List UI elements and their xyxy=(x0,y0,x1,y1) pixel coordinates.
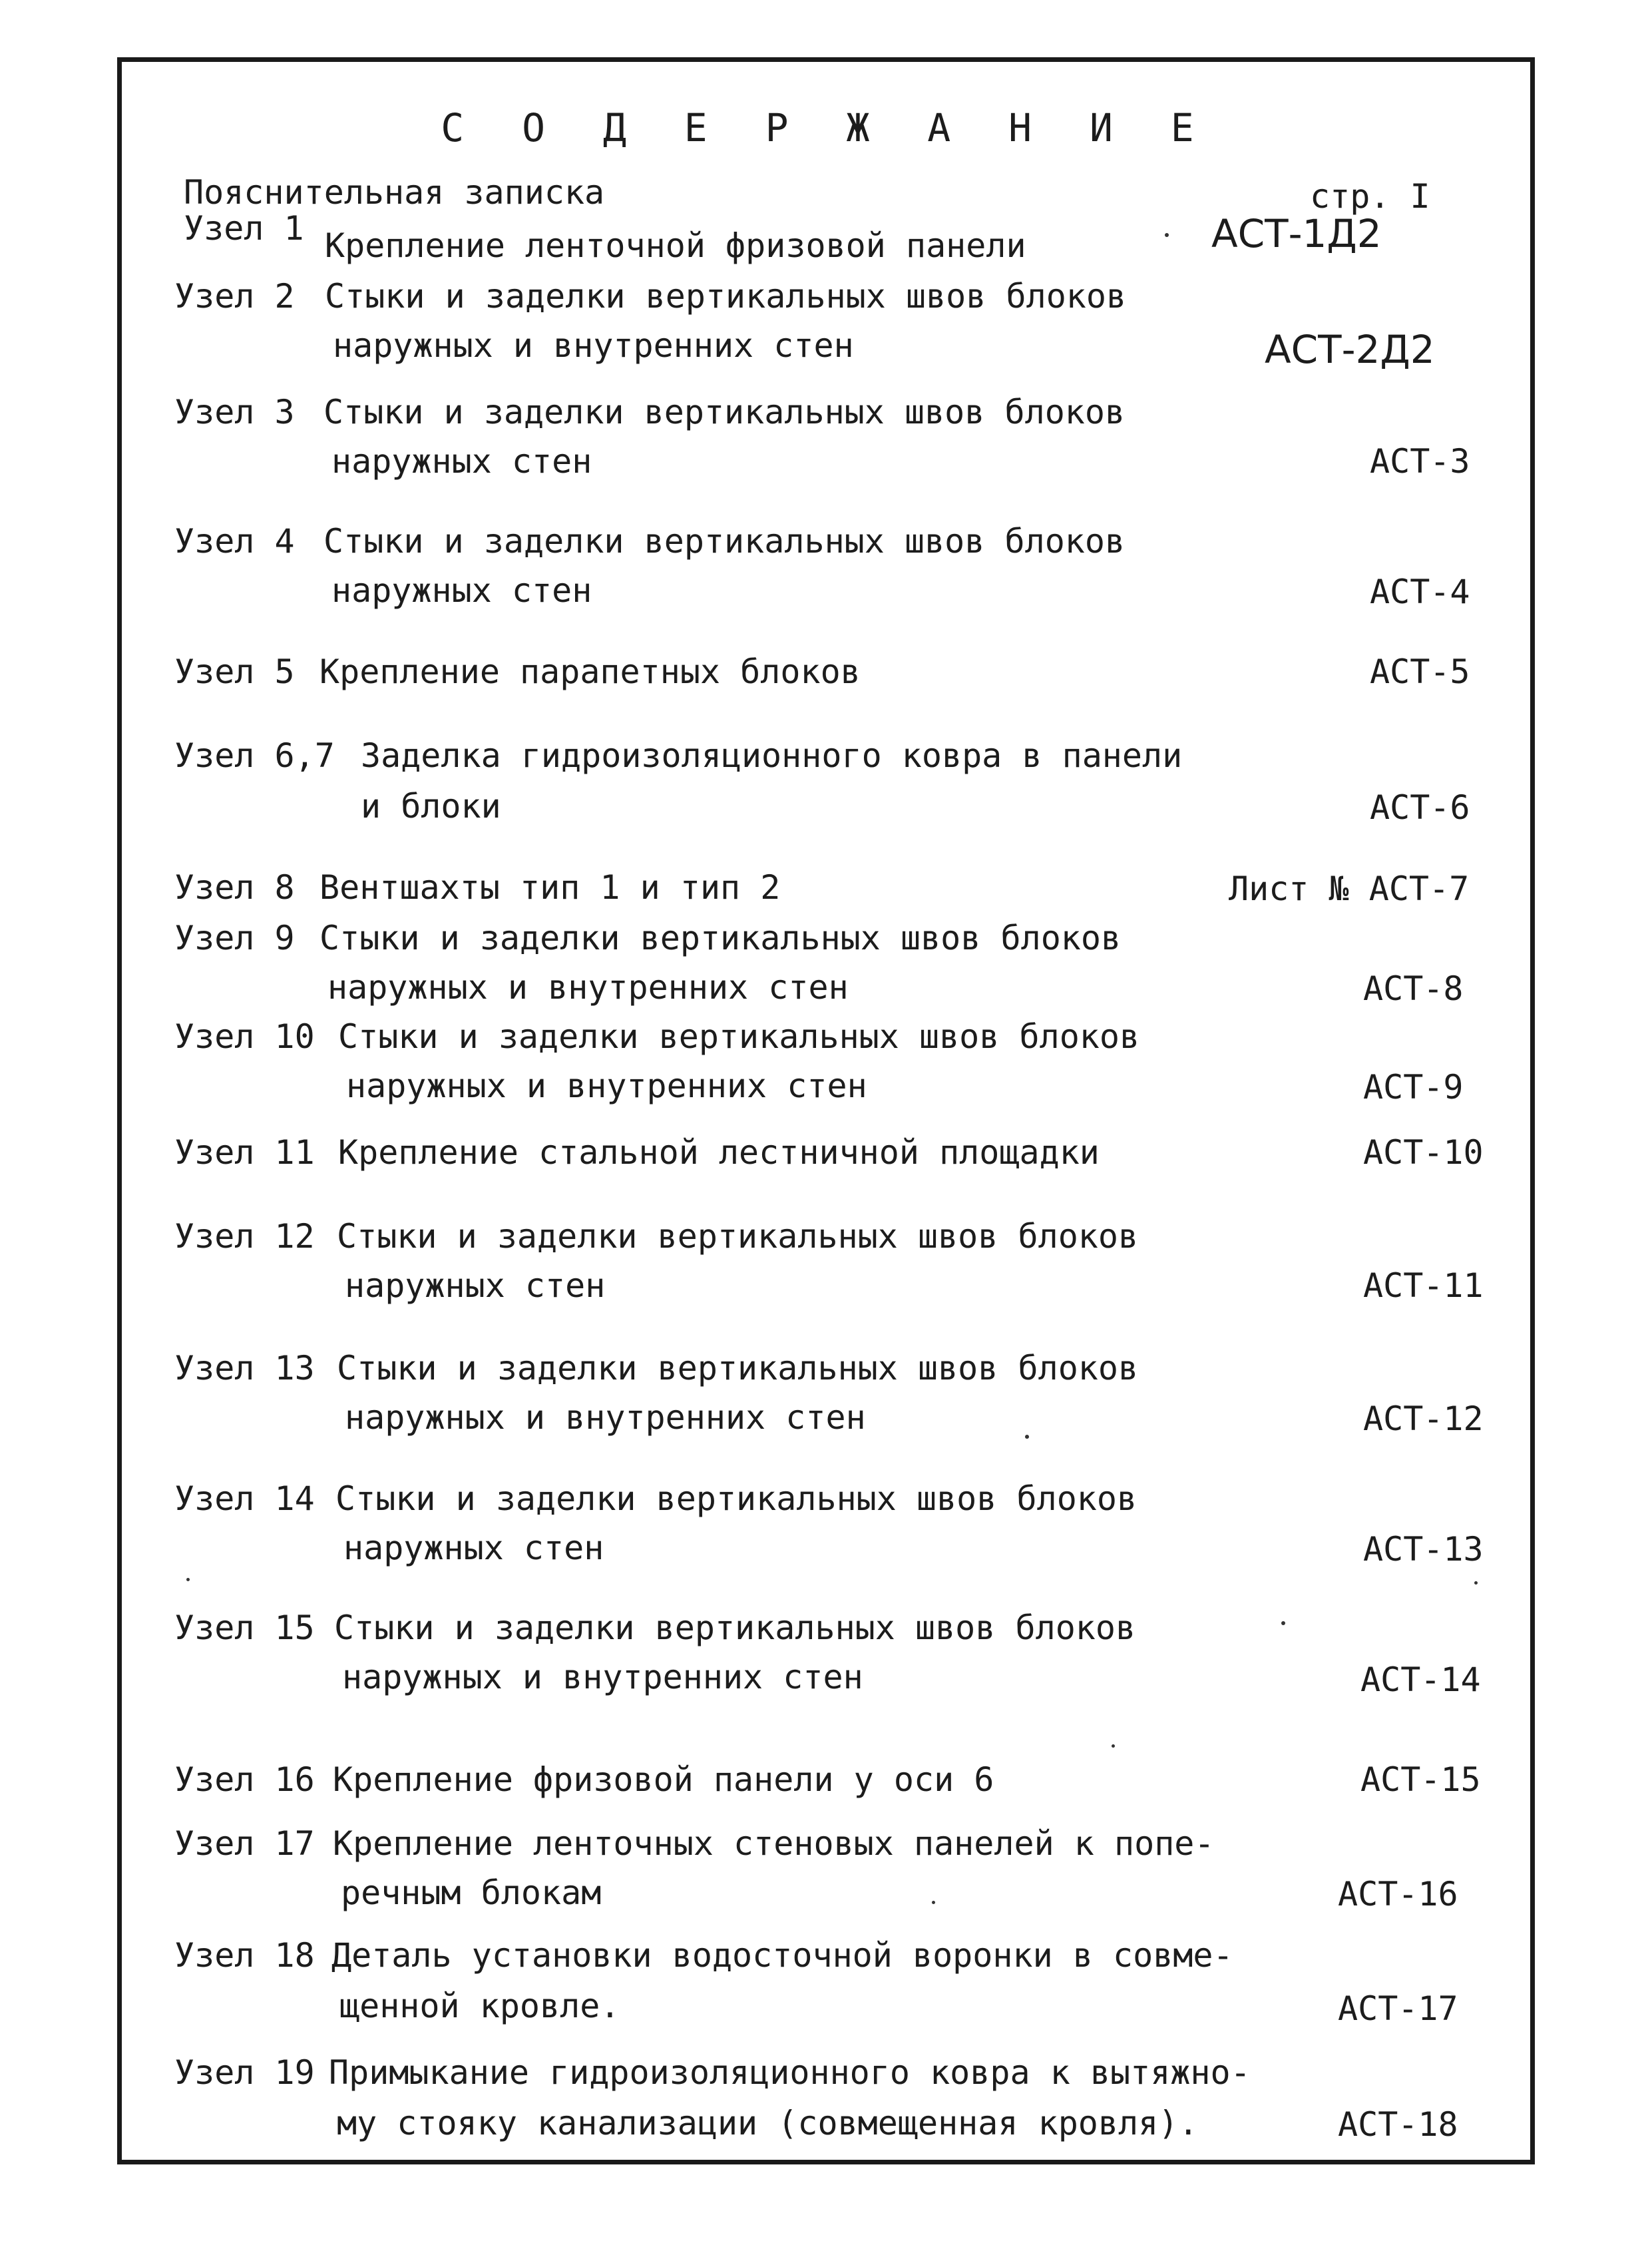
toc-sheet-code: АСТ-9 xyxy=(1363,1068,1464,1107)
toc-entry-text: Стыки и заделки вертикальных швов блоков xyxy=(323,522,1126,561)
toc-sheet-code: АСТ-17 xyxy=(1338,1989,1458,2028)
toc-sheet-code: АСТ-6 xyxy=(1370,788,1470,827)
toc-entry-text: Стыки и заделки вертикальных швов блоков xyxy=(319,919,1122,957)
toc-sheet-code: АСТ-14 xyxy=(1360,1660,1481,1699)
toc-entry-text: Крепление ленточных стеновых панелей к попе- xyxy=(333,1824,1215,1863)
toc-node-label: Узел 15 xyxy=(174,1609,315,1647)
toc-entry-text: Крепление ленточной фризовой панели xyxy=(325,226,1026,265)
toc-node-label: Узел 4 xyxy=(174,522,295,561)
toc-sheet-code: АСТ-11 xyxy=(1363,1266,1484,1305)
toc-sheet-code: АСТ-5 xyxy=(1370,652,1470,691)
toc-entry-text: Крепление фризовой панели у оси 6 xyxy=(333,1760,994,1799)
scan-speck xyxy=(1474,1581,1478,1585)
toc-node-label: Узел 18 xyxy=(174,1936,315,1975)
toc-entry-text: Крепление парапетных блоков xyxy=(319,652,861,691)
toc-node-label: Узел 1 xyxy=(184,209,304,248)
toc-entry-text: наружных стен xyxy=(343,1529,604,1567)
toc-entry-text: Примыкание гидроизоляционного ковра к вытяжно- xyxy=(329,2053,1251,2092)
toc-entry-text: Стыки и заделки вертикальных швов блоков xyxy=(338,1017,1140,1056)
page-title: С О Д Е Р Ж А Н И Е xyxy=(441,105,1211,150)
toc-node-label: Узел 17 xyxy=(174,1824,315,1863)
toc-node-label: Узел 16 xyxy=(174,1760,315,1799)
toc-entry-text: Стыки и заделки вертикальных швов блоков xyxy=(337,1349,1139,1387)
toc-node-label: Узел 5 xyxy=(174,652,295,691)
toc-node-label: Узел 2 xyxy=(174,277,295,316)
toc-entry-text: наружных и внутренних стен xyxy=(327,968,849,1007)
toc-entry-text: Стыки и заделки вертикальных швов блоков xyxy=(337,1217,1139,1256)
intro-page: стр. I xyxy=(1310,177,1430,216)
toc-entry-text: Стыки и заделки вертикальных швов блоков xyxy=(323,393,1126,431)
toc-entry-text: Стыки и заделки вертикальных швов блоков xyxy=(334,1609,1136,1647)
toc-entry-text: му стояку канализации (совмещенная кровля). xyxy=(337,2104,1199,2142)
toc-sheet-code: АСТ-15 xyxy=(1360,1760,1481,1799)
toc-entry-text: Крепление стальной лестничной площадки xyxy=(338,1133,1100,1172)
toc-node-label: Узел 8 xyxy=(174,868,295,907)
toc-entry-text: и блоки xyxy=(361,787,501,826)
toc-entry-text: наружных стен xyxy=(331,571,592,610)
scan-speck xyxy=(1025,1435,1029,1439)
toc-entry-text: Деталь установки водосточной воронки в совме- xyxy=(331,1936,1233,1975)
toc-entry-text: Заделка гидроизоляционного ковра в панели xyxy=(361,736,1183,775)
toc-sheet-code: Лист № АСТ-7 xyxy=(1229,870,1470,908)
toc-sheet-code: АСТ-1Д2 xyxy=(1211,211,1382,256)
toc-node-label: Узел 3 xyxy=(174,393,295,431)
toc-entry-text: наружных и внутренних стен xyxy=(345,1398,866,1437)
toc-entry-text: наружных и внутренних стен xyxy=(333,326,854,365)
toc-sheet-code: АСТ-13 xyxy=(1363,1530,1484,1569)
toc-sheet-code: АСТ-8 xyxy=(1363,969,1464,1008)
toc-node-label: Узел 14 xyxy=(174,1479,315,1518)
toc-entry-text: наружных и внутренних стен xyxy=(346,1067,867,1105)
toc-entry-text: речным блокам xyxy=(341,1873,602,1912)
intro-label: Пояснительная записка xyxy=(184,173,605,212)
scan-speck xyxy=(1112,1744,1115,1748)
toc-entry-text: Стыки и заделки вертикальных швов блоков xyxy=(325,277,1127,316)
scan-speck xyxy=(186,1578,190,1581)
toc-entry-text: наружных и внутренних стен xyxy=(342,1658,863,1696)
scan-speck xyxy=(1281,1621,1285,1625)
toc-sheet-code: АСТ-10 xyxy=(1363,1133,1484,1172)
toc-node-label: Узел 19 xyxy=(174,2053,315,2092)
toc-entry-text: наружных стен xyxy=(331,442,592,481)
scan-speck xyxy=(1165,233,1169,237)
toc-sheet-code: АСТ-3 xyxy=(1370,442,1470,481)
toc-entry-text: наружных стен xyxy=(345,1266,606,1305)
toc-sheet-code: АСТ-2Д2 xyxy=(1265,327,1435,372)
toc-entry-text: Стыки и заделки вертикальных швов блоков xyxy=(335,1479,1137,1518)
toc-node-label: Узел 12 xyxy=(174,1217,315,1256)
toc-node-label: Узел 9 xyxy=(174,919,295,957)
toc-sheet-code: АСТ-16 xyxy=(1338,1875,1458,1913)
toc-node-label: Узел 13 xyxy=(174,1349,315,1387)
toc-sheet-code: АСТ-18 xyxy=(1338,2105,1458,2144)
toc-sheet-code: АСТ-12 xyxy=(1363,1399,1484,1438)
toc-node-label: Узел 10 xyxy=(174,1017,315,1056)
toc-entry-text: Вентшахты тип 1 и тип 2 xyxy=(319,868,781,907)
toc-entry-text: щенной кровле. xyxy=(339,1987,620,2025)
toc-node-label: Узел 6,7 xyxy=(174,736,335,775)
scan-speck xyxy=(932,1901,935,1904)
toc-sheet-code: АСТ-4 xyxy=(1370,573,1470,611)
toc-node-label: Узел 11 xyxy=(174,1133,315,1172)
